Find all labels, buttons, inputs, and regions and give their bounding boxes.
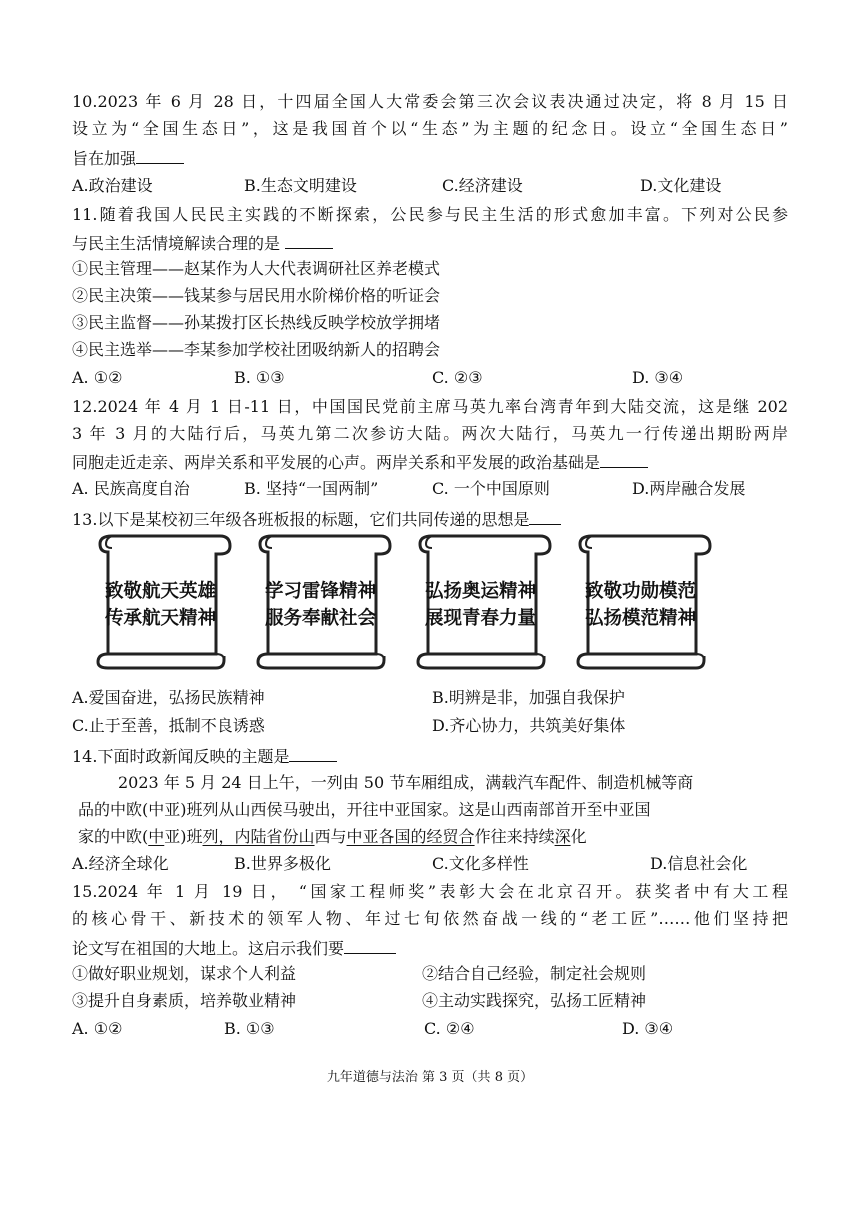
q13-option-d: D.齐心协力，共筑美好集体	[432, 716, 626, 735]
q15-item-3: ③提升自身素质，培养敬业精神	[72, 991, 297, 1010]
q12-line-2: 3 年 3 月的大陆行后，马英九第二次参访大陆。两次大陆行，马英九一行传递出期盼两岸	[72, 424, 788, 443]
q12-line-3	[72, 451, 648, 473]
q12-stem-end: 同胞走近走亲、两岸关系和平发展的心声。两岸关系和平发展的政治基础是	[72, 453, 601, 472]
q14-line-1	[72, 745, 337, 767]
q13-line-1	[72, 508, 561, 530]
scroll-line-2: 传承航天精神	[104, 608, 216, 629]
q11-item-4: ④民主选举——李某参加学校社团吸纳新人的招聘会	[72, 340, 441, 359]
q15-option-c: C. ②④	[424, 1019, 475, 1038]
q14-option-b: B.世界多极化	[234, 854, 331, 873]
q11-option-d: D. ③④	[632, 368, 684, 387]
news-text-underlined: 中亚各国的经贸合	[346, 827, 475, 846]
news-text: 化	[570, 827, 587, 846]
q14-news-line-3	[78, 827, 587, 847]
scroll-line-1: 致敬航天英雄	[104, 581, 216, 602]
blackboard-scroll-1	[88, 534, 233, 670]
q10-option-b: B.生态文明建设	[244, 176, 357, 195]
q15-option-b: B. ①③	[224, 1019, 275, 1038]
blackboard-scroll-4	[568, 534, 713, 670]
q10-option-d: D.文化建设	[640, 176, 722, 195]
q14-option-a: A.经济全球化	[72, 854, 169, 873]
q11-option-b: B. ①③	[234, 368, 285, 387]
news-text-underlined: 深	[554, 827, 571, 846]
q11-item-2: ②民主决策——钱某参与居民用水阶梯价格的听证会	[72, 286, 441, 305]
q12-option-c: C. 一个中国原则	[432, 479, 550, 498]
q15-option-d: D. ③④	[622, 1019, 674, 1038]
q11-option-c: C. ②③	[432, 368, 483, 387]
q13-stem: 13.以下是某校初三年级各班板报的标题，它们共同传递的思想是	[72, 510, 530, 529]
q11-line-1: 11.随着我国人民民主实践的不断探索，公民参与民主生活的形式愈加丰富。下列对公民参	[72, 205, 788, 224]
q10-line-1: 10.2023 年 6 月 28 日，十四届全国人大常委会第三次会议表决通过决定，将 8 月 15 日	[72, 92, 788, 111]
q15-line-1: 15.2024 年 1 月 19 日， “国家工程师奖”表彰大会在北京召开。获奖者中有大工程	[72, 882, 788, 901]
q15-item-4: ④主动实践探究，弘扬工匠精神	[422, 991, 647, 1010]
q15-item-1: ①做好职业规划，谋求个人利益	[72, 964, 297, 983]
q15-option-a: A. ①②	[72, 1019, 123, 1038]
q12-option-d: D.两岸融合发展	[632, 479, 746, 498]
q15-stem-end: 论文写在祖国的大地上。这启示我们要	[72, 939, 345, 958]
scroll-line-1: 弘扬奥运精神	[424, 581, 536, 602]
q15-line-2: 的核心骨干、新技术的领军人物、年过七旬依然奋战一线的“老工匠”……他们坚持把	[72, 909, 788, 928]
scroll-line-2: 服务奉献社会	[264, 608, 376, 629]
answer-blank	[529, 508, 561, 525]
q10-option-a: A.政治建设	[72, 176, 153, 195]
q13-option-b: B.明辨是非，加强自我保护	[432, 688, 625, 707]
answer-blank	[289, 745, 337, 762]
news-text-underlined: 列，内陆省份山	[202, 827, 315, 846]
blackboard-scroll-3	[408, 534, 553, 670]
q10-stem-end: 旨在加强	[72, 149, 137, 168]
answer-blank	[285, 232, 333, 249]
q15-line-3	[72, 937, 396, 959]
scroll-line-1: 致敬功勋模范	[584, 581, 696, 602]
q15-item-2: ②结合自己经验，制定社会规则	[422, 964, 647, 983]
answer-blank	[600, 451, 648, 468]
q11-item-3: ③民主监督——孙某拨打区长热线反映学校放学拥堵	[72, 313, 441, 332]
q11-option-a: A. ①②	[72, 368, 123, 387]
page-footer: 九年道德与法治 第 3 页（共 8 页）	[326, 1070, 534, 1085]
news-text: 家的中欧(	[78, 827, 149, 846]
answer-blank	[344, 937, 396, 954]
q10-line-2: 设立为“全国生态日”，这是我国首个以“生态”为主题的纪念日。设立“全国生态日”	[72, 119, 788, 138]
news-text-underlined: 中	[148, 827, 165, 846]
q14-option-c: C.文化多样性	[432, 854, 529, 873]
q14-news-line-1: 2023 年 5 月 24 日上午，一列由 50 节车厢组成，满载汽车配件、制造机械等商	[118, 773, 694, 792]
q12-option-b: B. 坚持“一国两制”	[244, 479, 379, 498]
scroll-line-1: 学习雷锋精神	[264, 581, 376, 602]
q11-stem-end: 与民主生活情境解读合理的是	[72, 234, 286, 253]
q14-option-d: D.信息社会化	[650, 854, 748, 873]
q10-option-c: C.经济建设	[442, 176, 523, 195]
q13-option-a: A.爱国奋进，弘扬民族精神	[72, 688, 265, 707]
news-text: 作往来持续	[474, 827, 555, 846]
blackboard-scroll-2	[248, 534, 393, 670]
answer-blank	[136, 147, 184, 164]
q14-news-line-2: 品的中欧(中亚)班列从山西侯马驶出，开往中亚国家。这是山西南部首开至中亚国	[78, 800, 651, 819]
q13-option-c: C.止于至善，抵制不良诱惑	[72, 716, 265, 735]
q12-option-a: A. 民族高度自治	[72, 479, 190, 498]
scroll-line-2: 展现青春力量	[424, 608, 536, 629]
q11-line-2	[72, 232, 333, 254]
news-text: 亚)班	[164, 827, 203, 846]
q10-line-3	[72, 147, 184, 169]
scroll-line-2: 弘扬模范精神	[584, 608, 696, 629]
news-text: 西与	[314, 827, 347, 846]
q14-stem: 14.下面时政新闻反映的主题是	[72, 747, 290, 766]
q11-item-1: ①民主管理——赵某作为人大代表调研社区养老模式	[72, 259, 441, 278]
q12-line-1: 12.2024 年 4 月 1 日-11 日，中国国民党前主席马英九率台湾青年到大陆交流，这是继 202	[72, 397, 788, 416]
